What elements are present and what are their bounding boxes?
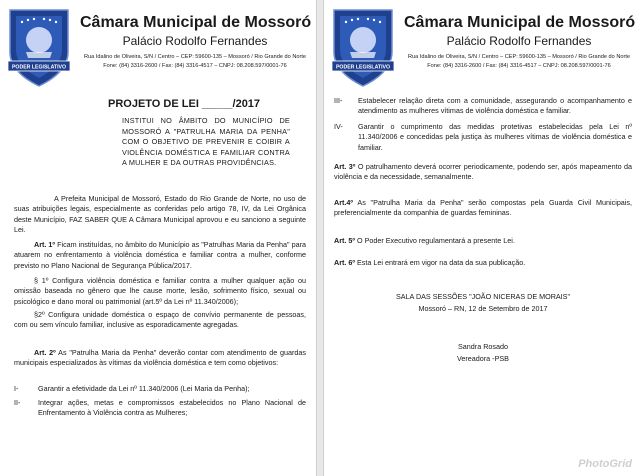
palace-name: Palácio Rodolfo Fernandes (446, 34, 592, 48)
article-1-paragraph-2: §2º Configura unidade doméstica o espaço de convívio permanente de pessoas, com ou sem vínculo familiar, inclusive as esporadicamente agregadas. (14, 310, 306, 330)
article-1 (14, 240, 306, 271)
signer-role: Vereadora -PSB (457, 354, 509, 363)
article-2 (14, 348, 306, 369)
chamber-logo (330, 6, 396, 90)
letterhead (324, 4, 640, 92)
preamble: A Prefeita Municipal de Mossoró, Estado do Rio Grande de Norte, no uso de suas atribuições legais, especialmente as conferidas pelo artigo 78, IV, da Lei Orgânica deste Município, FAZ SABER QUE A Câmara Municipal aprovou e eu sanciono a seguinte Lei. (14, 194, 306, 234)
list-item-number: IV- (334, 122, 343, 131)
list-item (14, 398, 306, 422)
document-page-right (324, 0, 640, 476)
article-5-label: Art. 5º (334, 236, 355, 245)
letterhead (0, 4, 316, 92)
article-3-label: Art. 3º (334, 162, 356, 171)
list-item (14, 384, 306, 396)
article-6-text: Esta Lei entrará em vigor na data da sua publicação. (355, 258, 526, 267)
article-3 (334, 162, 632, 183)
photogrid-watermark: PhotoGrid (578, 458, 632, 470)
article-1-label: Art. 1º (34, 240, 56, 249)
address-line: Rua Idalino de Oliveira, S/N / Centro – CEP: 59600-135 – Mossoró / Rio Grande do Norte (408, 54, 630, 60)
list-item-text: Integrar ações, metas e compromissos estabelecidos no Plano Nacional de Enfrentamento à Violência contra as Mulheres; (38, 398, 306, 418)
chamber-name: Câmara Municipal de Mossoró (80, 14, 312, 31)
svg-text:PODER LEGISLATIVO: PODER LEGISLATIVO (335, 64, 391, 71)
article-2-text: As "Patrulha Maria da Penha" deverão contar com atendimento de guardas municipais especializados às vítimas da violência doméstica e tem como objetivos: (14, 348, 306, 368)
article-1-paragraph-1: § 1º Configura violência doméstica e familiar contra a mulher qualquer ação ou omissão baseada no gênero que lhe cause morte, lesão, sofrimento físico, sexual ou psicológico e dano moral ou patrimonial (art.5º da Lei nº 11.340/2006); (14, 276, 306, 306)
bill-summary: INSTITUI NO ÂMBITO DO MUNICÍPIO DE MOSSORÓ A "PATRULHA MARIA DA PENHA" COM O OBJETIVO DE PREVENIR E COIBIR A VIOLÊNCIA DOMÉSTICA E FAMILIAR CONTRA A MULHER E DA OUTRAS PROVIDÊNCIAS. (122, 116, 290, 167)
article-1-text: Ficam instituídas, no âmbito do Município as "Patrulhas Maria da Penha" para atuarem no enfrentamento à violência doméstica e familiar contra a mulher, conforme previsto no Plano Nacional de Segurança Pública/2017. (14, 240, 306, 270)
bill-title: PROJETO DE LEI _____/2017 (108, 98, 261, 110)
chamber-logo (6, 6, 72, 90)
signer-name: Sandra Rosado (458, 342, 508, 351)
article-5-text: O Poder Executivo regulamentará a presente Lei. (355, 236, 515, 245)
article-3-text: O patrulhamento deverá ocorrer periodicamente, podendo ser, após mapeamento da violência e da necessidade, semanalmente. (334, 162, 633, 182)
palace-name: Palácio Rodolfo Fernandes (122, 34, 268, 48)
article-6-label: Art. 6º (334, 258, 355, 267)
article-2-label: Art. 2º (34, 348, 56, 357)
list-item-text: Garantir a efetividade da Lei nº 11.340/2006 (Lei Maria da Penha); (38, 384, 250, 393)
document-page-left (0, 0, 316, 476)
contact-line: Fone: (84) 3316-2600 / Fax: (84) 3316-4517 – CNPJ: 08.208.597/0001-76 (427, 63, 611, 69)
article-4 (334, 198, 632, 219)
list-item-text: Garantir o cumprimento das medidas protetivas estabelecidas pela Lei nº 11.340/2006 e concedidas pela justiça às mulheres vítimas de violência doméstica e familiar. (358, 122, 632, 152)
list-item-text: Estabelecer relação direta com a comunidade, assegurando o acompanhamento e atendimento as mulheres vítimas de violência doméstica e familiar. (358, 96, 632, 116)
address-line: Rua Idalino de Oliveira, S/N / Centro – CEP: 59600-135 – Mossoró / Rio Grande do Norte (84, 54, 306, 60)
list-item (334, 96, 632, 120)
list-item (334, 122, 632, 156)
article-4-text: As "Patrulha Maria da Penha" serão compostas pela Guarda Civil Municipais, preferencialmente da companhia de guardas femininas. (334, 198, 632, 218)
contact-line: Fone: (84) 3316-2600 / Fax: (84) 3316-4517 – CNPJ: 08.208.597/0001-76 (103, 63, 287, 69)
list-item-number: III- (334, 96, 343, 105)
svg-text:PODER LEGISLATIVO: PODER LEGISLATIVO (11, 64, 67, 71)
page-divider (316, 0, 324, 476)
session-room: SALA DAS SESSÕES "JOÃO NICERAS DE MORAIS" (395, 292, 571, 301)
article-5 (334, 236, 632, 246)
list-item-number: II- (14, 398, 21, 407)
article-4-label: Art.4º (334, 198, 354, 207)
article-6 (334, 258, 632, 268)
list-item-number: I- (14, 384, 19, 393)
place-date: Mossoró – RN, 12 de Setembro de 2017 (418, 304, 548, 313)
chamber-name: Câmara Municipal de Mossoró (404, 14, 636, 31)
